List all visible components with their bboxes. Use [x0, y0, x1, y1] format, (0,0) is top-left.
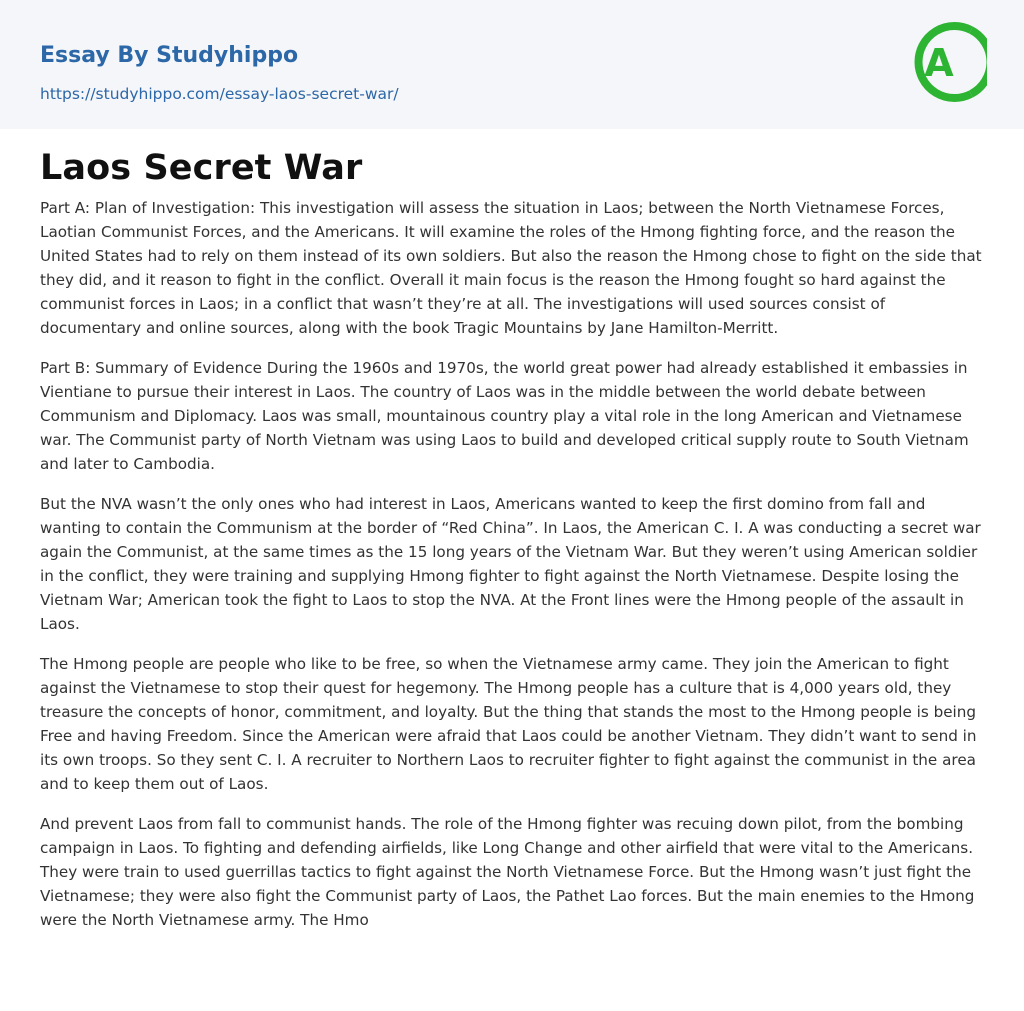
essay-body — [40, 196, 984, 932]
essay-title: Laos Secret War — [40, 148, 363, 188]
studyhippo-logo-icon[interactable] — [907, 18, 987, 106]
essay-paragraph: The Hmong people are people who like to be free, so when the Vietnamese army came. They join the American to fight against the Vietnamese to stop their quest for hegemony. The Hmong people has a culture that is 4,000 years old, they treasure the concepts of honor, commitment, and loyalty. But the thing that stands the most to the Hmong people is being Free and having Freedom. Since the American were afraid that Laos could be another Vietnam. They didn’t want to send in its own troops. So they sent C. I. A recruiter to Northern Laos to recruiter fighter to fight against the communist in the area and to keep them out of Laos. — [40, 655, 977, 793]
site-title[interactable]: Essay By Studyhippo — [40, 43, 299, 68]
essay-paragraph: Part B: Summary of Evidence During the 1960s and 1970s, the world great power had already established it embassies in Vientiane to pursue their interest in Laos. The country of Laos was in the middle between the world debate between Communism and Diplomacy. Laos was small, mountainous country play a vital role in the long American and Vietnamese war. The Communist party of North Vietnam was using Laos to build and developed critical supply route to South Vietnam and later to Cambodia. — [40, 359, 969, 473]
site-header — [0, 0, 1024, 129]
logo-letter: A — [924, 41, 954, 85]
essay-paragraph: But the NVA wasn’t the only ones who had interest in Laos, Americans wanted to keep the first domino from fall and wanting to contain the Communism at the border of “Red China”. In Laos, the American C. I. A was conducting a secret war again the Communist, at the same times as the 15 long years of the Vietnam War. But they weren’t using American soldier in the conflict, they were training and supplying Hmong fighter to fight against the North Vietnamese. Despite losing the Vietnam War; American took the fight to Laos to stop the NVA. At the Front lines were the Hmong people of the assault in Laos. — [40, 495, 981, 633]
essay-content — [40, 142, 984, 948]
essay-paragraph: And prevent Laos from fall to communist hands. The role of the Hmong fighter was recuing down pilot, from the bombing campaign in Laos. To fighting and defending airfields, like Long Change and other airfield that were vital to the Americans. They were train to used guerrillas tactics to fight against the North Vietnamese Force. But the Hmong wasn’t just fight the Vietnamese; they were also fight the Communist party of Laos, the Pathet Lao forces. But the main enemies to the Hmong were the North Vietnamese army. The Hmo — [40, 815, 975, 929]
essay-url-link[interactable]: https://studyhippo.com/essay-laos-secret-war/ — [40, 85, 399, 103]
essay-paragraph: Part A: Plan of Investigation: This investigation will assess the situation in Laos; between the North Vietnamese Forces, Laotian Communist Forces, and the Americans. It will examine the roles of the Hmong fighting force, and the reason the United States had to rely on them instead of its own soldiers. But also the reason the Hmong chose to fight on the side that they did, and it reason to fight in the conflict. Overall it main focus is the reason the Hmong fought so hard against the communist forces in Laos; in a conflict that wasn’t they’re at all. The investigations will used sources consist of documentary and online sources, along with the book Tragic Mountains by Jane Hamilton-Merritt. — [40, 199, 982, 337]
